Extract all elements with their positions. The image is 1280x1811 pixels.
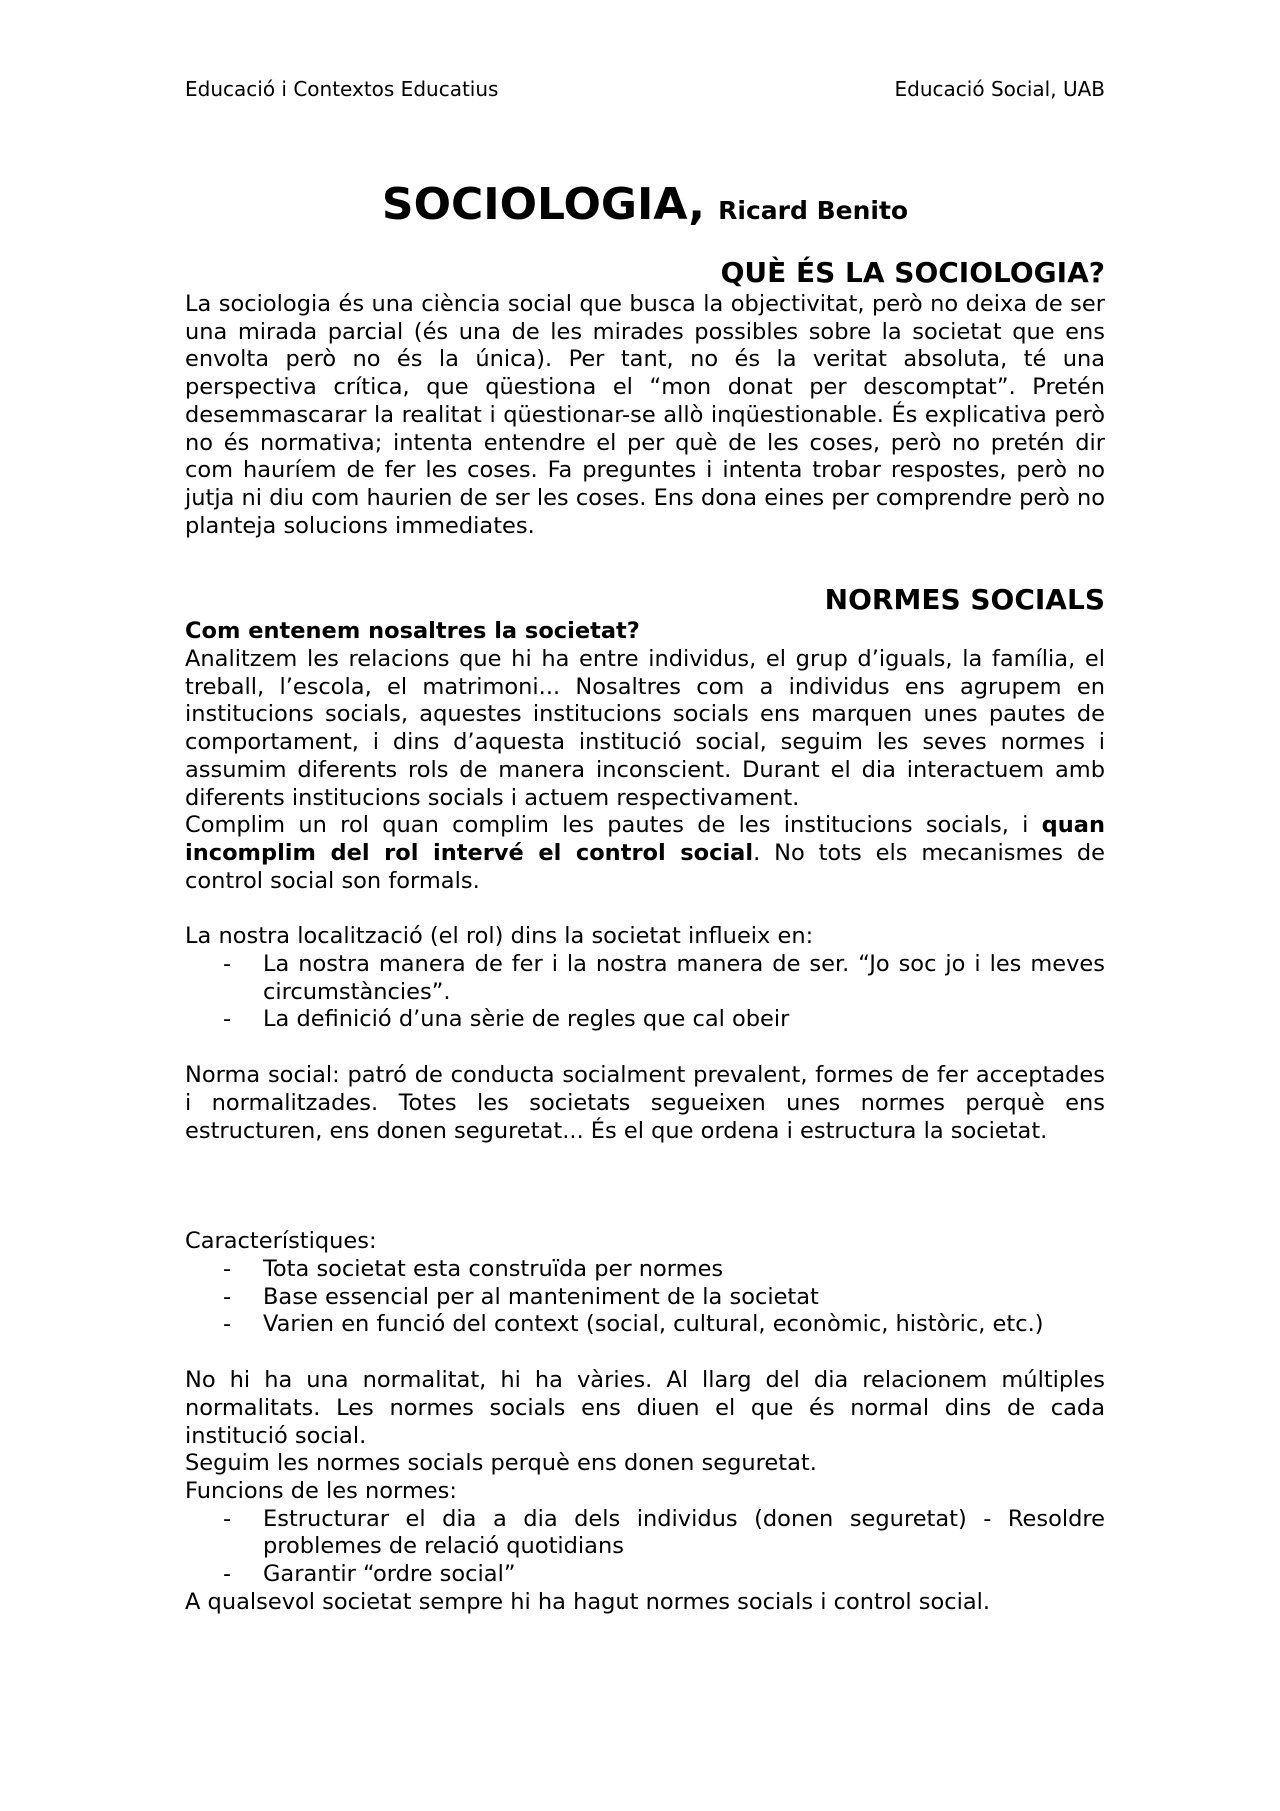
list-funcions xyxy=(185,1506,1105,1589)
title-author: Ricard Benito xyxy=(718,196,909,225)
rol-text-start: Complim un rol quan complim les pautes de les institucions socials, i xyxy=(185,812,1042,839)
rol-text-bold: quan incomplim del rol intervé el control social xyxy=(185,812,1105,866)
paragraph-rol xyxy=(185,812,1105,895)
list-item: - Estructurar el dia a dia dels individus (donen seguretat) - Resoldre problemes de relació quotidians xyxy=(223,1506,1105,1561)
section-heading-sociologia: QUÈ ÉS LA SOCIOLOGIA? xyxy=(720,256,1105,289)
subheading-societat: Com entenem nosaltres la societat? xyxy=(185,618,640,645)
header-course: Educació i Contextos Educatius xyxy=(185,77,499,101)
paragraph-norma-social: Norma social: patró de conducta socialment prevalent, formes de fer acceptades i normalitzades. Totes les societats segueixen unes normes perquè ens estructuren, ens donen seguretat... És el que ordena i estructura la societat. xyxy=(185,1062,1105,1144)
page-header xyxy=(185,76,1105,102)
title-main: SOCIOLOGIA, xyxy=(381,179,705,230)
document-body xyxy=(185,178,1105,1616)
paragraph-localitzacio: La nostra localització (el rol) dins la societat influeix en: xyxy=(185,923,814,950)
list-caracteristiques xyxy=(185,1256,1105,1339)
list-item: - Varien en funció del context (social, cultural, econòmic, històric, etc.) xyxy=(223,1311,1105,1339)
paragraph-caracteristiques: Característiques: xyxy=(185,1228,377,1255)
paragraph-sociologia: La sociologia és una ciència social que busca la objectivitat, però no deixa de ser una mirada parcial (és una de les mirades possibles sobre la societat que ens envolta però no és la única). Per tant, no és la veritat absoluta, té una perspectiva crítica, que qüestiona el “mon donat per descomptat”. Pretén desemmascarar la realitat i qüestionar-se allò inqüestionable. És explicativa però no és normativa; intenta entendre el per què de les coses, però no pretén dir com hauríem de fer les coses. Fa preguntes i intenta trobar respostes, però no jutja ni diu com haurien de ser les coses. Ens dona eines per comprendre però no planteja solucions immediates. xyxy=(185,291,1105,539)
list-item: - Base essencial per al manteniment de la societat xyxy=(223,1284,1105,1312)
list-item: - La nostra manera de fer i la nostra manera de ser. “Jo soc jo i les meves circumstàncies”. xyxy=(223,951,1105,1006)
paragraph-normalitat: No hi ha una normalitat, hi ha vàries. Al llarg del dia relacionem múltiples normalitats. Les normes socials ens diuen el que és normal dins de cada institució social. xyxy=(185,1367,1105,1449)
document-title xyxy=(185,178,1105,239)
list-influencia xyxy=(185,951,1105,1034)
section-heading-normes: NORMES SOCIALS xyxy=(824,583,1105,617)
paragraph-seguretat: Seguim les normes socials perquè ens donen seguretat. xyxy=(185,1450,817,1477)
header-institution: Educació Social, UAB xyxy=(894,77,1105,101)
paragraph-relacions: Analitzem les relacions que hi ha entre individus, el grup d’iguals, la família, el treball, l’escola, el matrimoni... Nosaltres com a individus ens agrupem en institucions socials, aquestes institucions socials ens marquen unes pautes de comportament, i dins d’aquesta institució social, seguim les seves normes i assumim diferents rols de manera inconscient. Durant el dia interactuem amb diferents institucions socials i actuem respectivament. xyxy=(185,646,1105,811)
paragraph-conclusio: A qualsevol societat sempre hi ha hagut normes socials i control social. xyxy=(185,1588,991,1615)
list-item: - La definició d’una sèrie de regles que cal obeir xyxy=(223,1006,1105,1034)
rol-text-end: . No tots els mecanismes de control social son formals. xyxy=(185,839,1105,894)
list-item: - Tota societat esta construïda per normes xyxy=(223,1256,1105,1284)
paragraph-funcions: Funcions de les normes: xyxy=(185,1477,457,1504)
list-item: - Garantir “ordre social” xyxy=(223,1561,1105,1589)
